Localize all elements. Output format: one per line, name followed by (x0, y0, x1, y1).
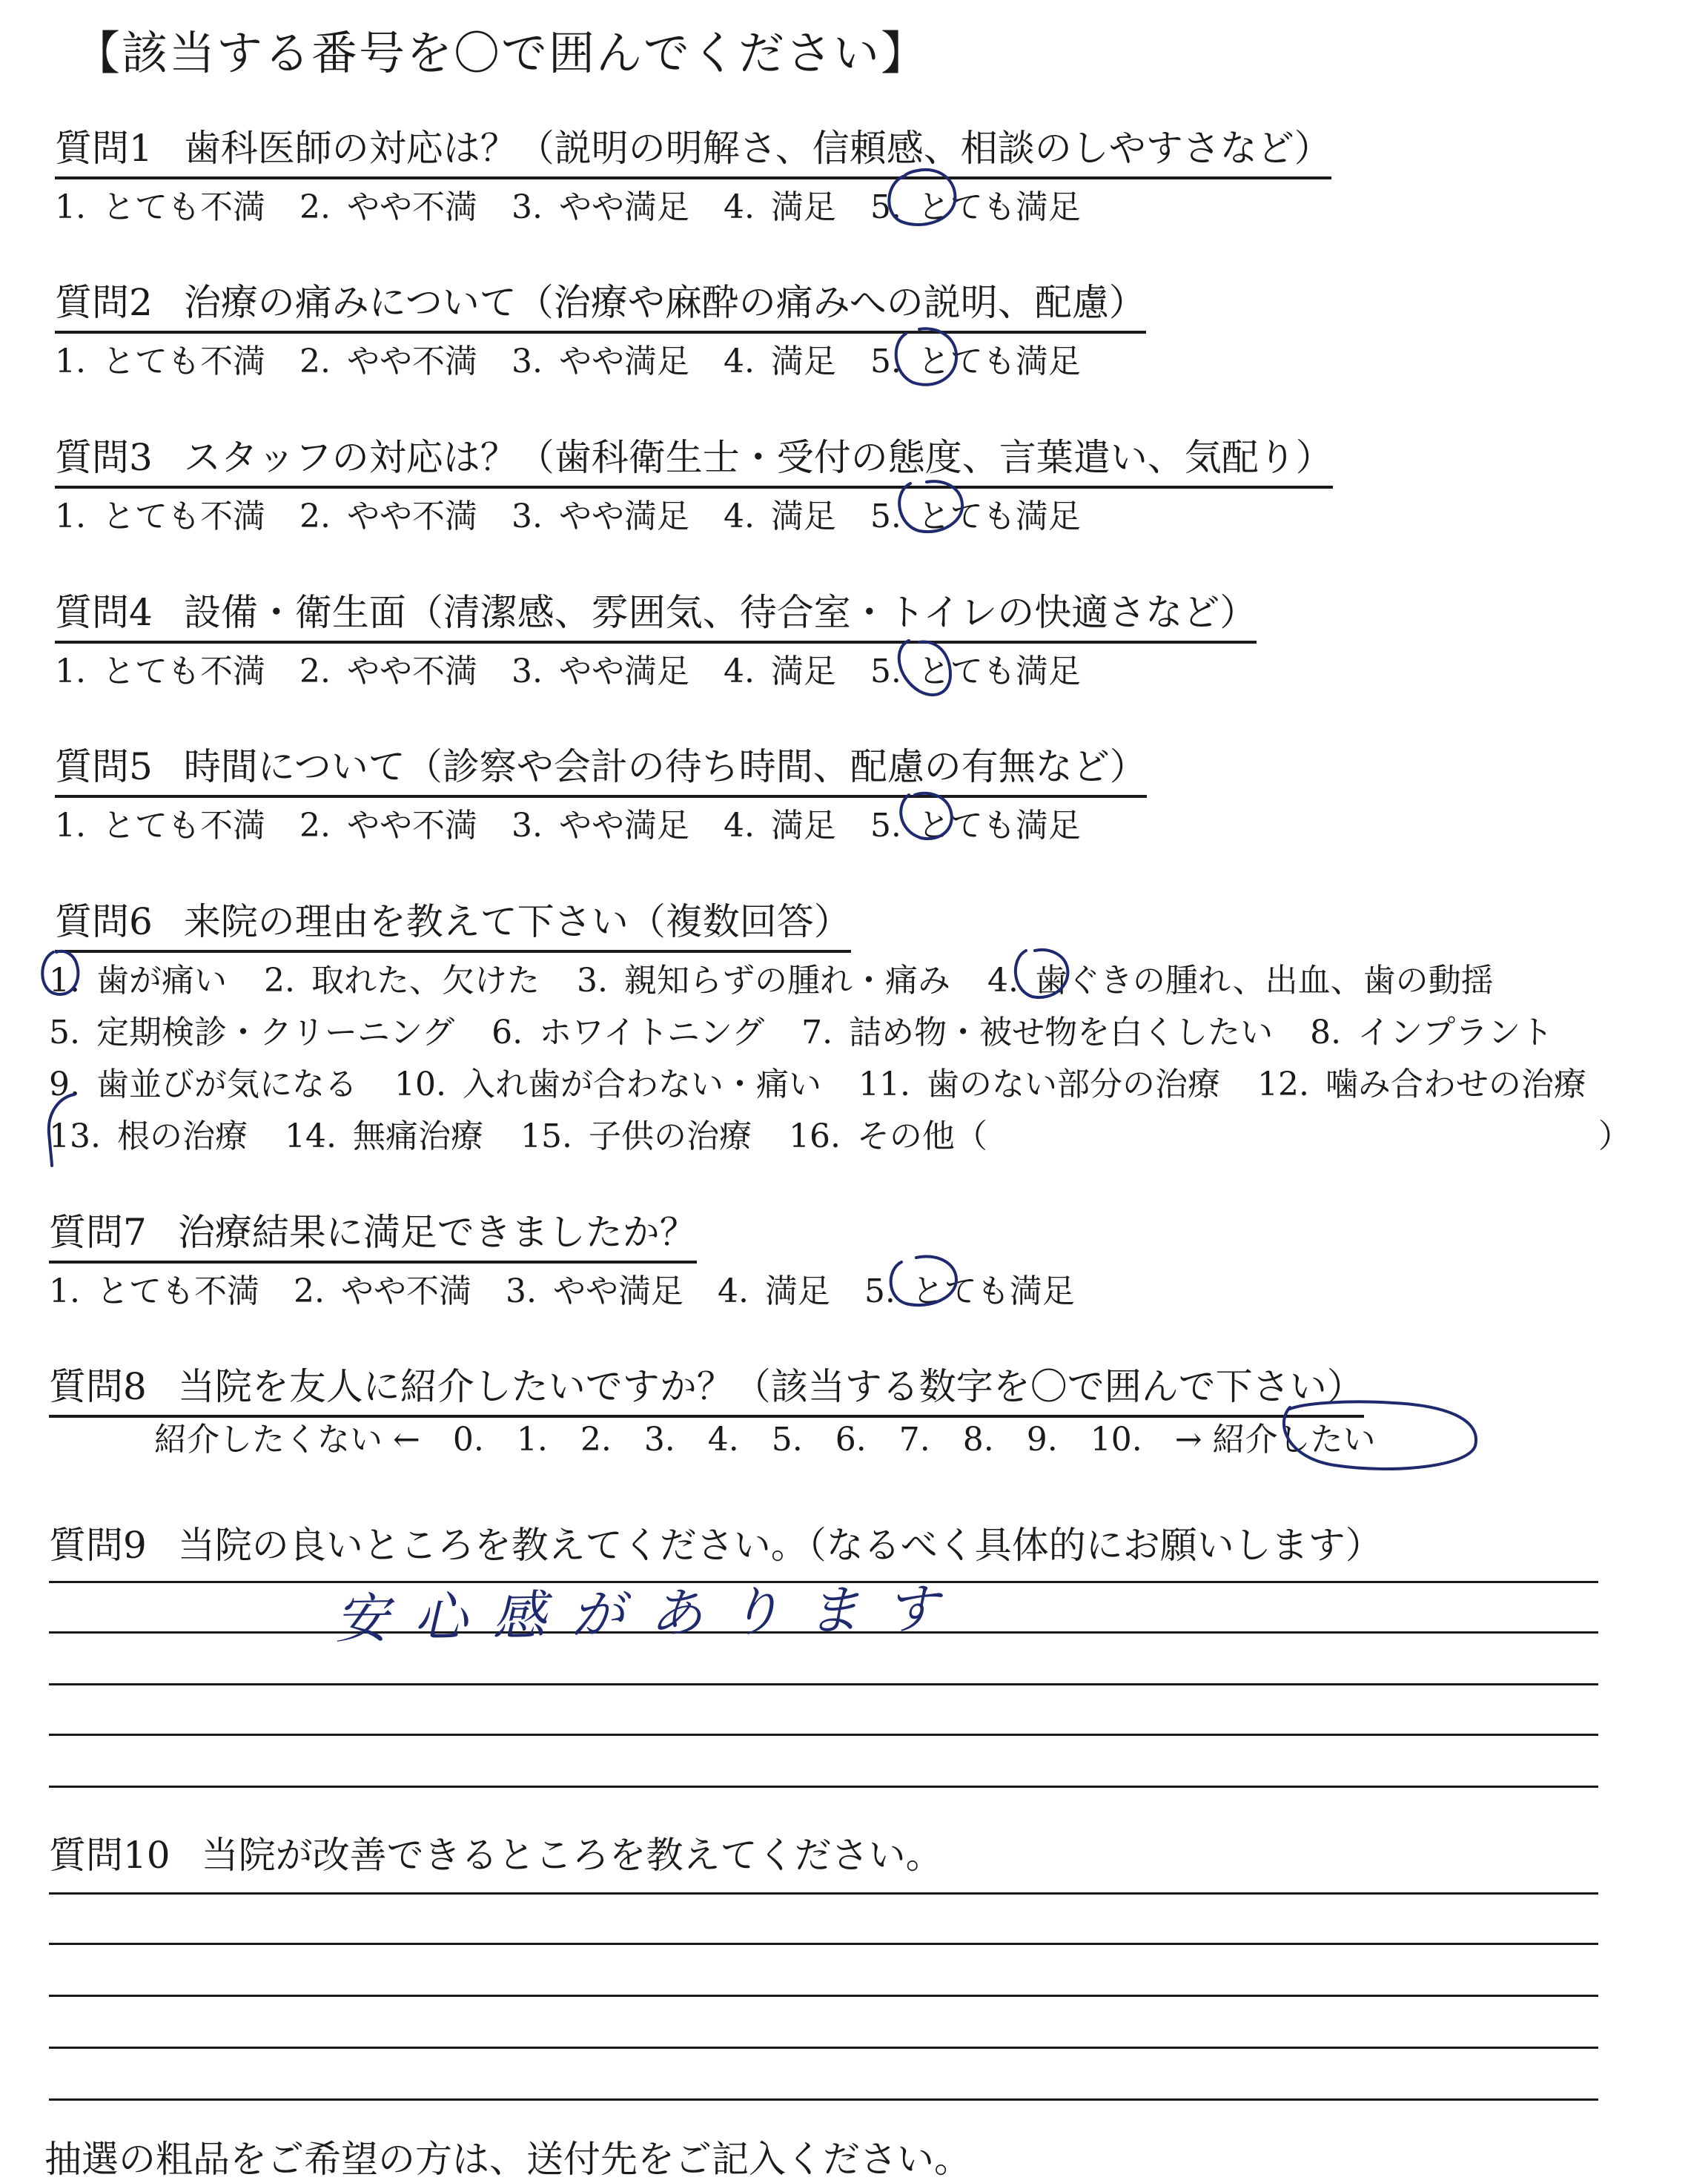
question-7-text: 治療結果に満足できましたか？ (177, 1211, 697, 1254)
q8-scale-5[interactable]: 5. (771, 1421, 803, 1459)
q8-scale-2[interactable]: 2. (580, 1421, 612, 1459)
q8-scale-4[interactable]: 4. (707, 1421, 739, 1459)
question-10-heading (49, 1826, 943, 1879)
q4-option-2[interactable]: 2. やや不満 (299, 653, 477, 690)
footer-note: 抽選の粗品をご希望の方は、送付先をご記入ください。 (44, 2138, 971, 2181)
q8-scale-10[interactable]: 10. (1090, 1421, 1142, 1459)
question-6-number: 質問6 (55, 900, 153, 943)
question-2-options (55, 334, 1115, 382)
question-4-text: 設備・衛生面（清潔感、雰囲気、待合室・トイレの快適さなど） (183, 591, 1257, 634)
q1-option-3[interactable]: 3. やや満足 (511, 188, 689, 226)
q6-option-1[interactable]: 1. 歯が痛い (49, 962, 227, 1000)
q9-handwritten-answer: 安心感があります (334, 1576, 964, 1651)
question-7-options (49, 1264, 1109, 1312)
q6-option-6[interactable]: 6. ホワイトニング (491, 1014, 765, 1051)
q2-option-4[interactable]: 4. 満足 (723, 343, 836, 380)
question-5-text: 時間について（診察や会計の待ち時間、配慮の有無など） (183, 745, 1147, 788)
q7-option-4[interactable]: 4. 満足 (717, 1272, 830, 1310)
q6-option-14[interactable]: 14. 無痛治療 (284, 1117, 483, 1155)
q8-right-label[interactable]: → 紹介したい (1174, 1421, 1376, 1459)
q8-scale-7[interactable]: 7. (898, 1421, 930, 1459)
q3-option-1[interactable]: 1. とても不満 (55, 498, 265, 535)
q6-option-13[interactable]: 13. 根の治療 (49, 1117, 248, 1155)
q8-scale-6[interactable]: 6. (835, 1421, 867, 1459)
q10-answer-line-2[interactable] (49, 1943, 1598, 1945)
q4-option-3[interactable]: 3. やや満足 (511, 653, 689, 690)
question-3-text: スタッフの対応は？（歯科衛生士・受付の態度、言葉遣い、気配り） (183, 436, 1333, 479)
question-1-heading (55, 119, 1331, 179)
q3-option-3[interactable]: 3. やや満足 (511, 498, 689, 535)
q6-row-4 (49, 1109, 1025, 1157)
q6-row-3 (49, 1057, 1623, 1105)
question-4-options (55, 644, 1115, 692)
q5-option-3[interactable]: 3. やや満足 (511, 807, 689, 845)
question-3-number: 質問3 (55, 436, 153, 479)
q7-option-5[interactable]: 5. とても満足 (864, 1272, 1075, 1310)
q8-scale-0[interactable]: 0. (452, 1421, 484, 1459)
question-2-number: 質問2 (55, 281, 153, 324)
q3-option-2[interactable]: 2. やや不満 (299, 498, 477, 535)
q10-answer-line-5[interactable] (49, 2098, 1598, 2101)
q1-option-4[interactable]: 4. 満足 (723, 188, 836, 226)
q6-row-2 (49, 1005, 1590, 1053)
q2-option-2[interactable]: 2. やや不満 (299, 343, 477, 380)
q2-option-5[interactable]: 5. とても満足 (870, 343, 1081, 380)
q8-scale-9[interactable]: 9. (1026, 1421, 1058, 1459)
question-10-number: 質問10 (49, 1834, 171, 1877)
q5-option-1[interactable]: 1. とても不満 (55, 807, 265, 845)
q2-option-3[interactable]: 3. やや満足 (511, 343, 689, 380)
question-5-options (55, 799, 1115, 846)
question-7-heading (49, 1203, 697, 1264)
q1-option-1[interactable]: 1. とても不満 (55, 188, 265, 226)
question-2-heading (55, 273, 1146, 334)
q1-option-5[interactable]: 5. とても満足 (870, 188, 1081, 226)
question-6-text: 来院の理由を教えて下さい（複数回答） (183, 900, 851, 943)
q6-option-10[interactable]: 10. 入れ歯が合わない・痛い (394, 1066, 821, 1103)
question-10-text: 当院が改善できるところを教えてください。 (201, 1834, 943, 1877)
q10-answer-line-4[interactable] (49, 2047, 1598, 2049)
q4-option-4[interactable]: 4. 満足 (723, 653, 836, 690)
question-2-text: 治療の痛みについて（治療や麻酔の痛みへの説明、配慮） (183, 281, 1146, 324)
q6-row-1 (49, 954, 1531, 1001)
q6-option-5[interactable]: 5. 定期検診・クリーニング (49, 1014, 455, 1051)
question-3-heading (55, 428, 1333, 489)
question-4-heading (55, 583, 1257, 644)
q6-option-3[interactable]: 3. 親知らずの腫れ・痛み (576, 962, 950, 1000)
question-1-text: 歯科医師の対応は？（説明の明解さ、信頼感、相談のしやすさなど） (183, 127, 1331, 170)
q7-option-2[interactable]: 2. やや不満 (293, 1272, 471, 1310)
question-5-number: 質問5 (55, 745, 153, 788)
q6-option-9[interactable]: 9. 歯並びが気になる (49, 1066, 357, 1103)
q8-left-label: 紹介したくない ← (154, 1421, 420, 1459)
question-5-heading (55, 737, 1147, 798)
q9-answer-line-4[interactable] (49, 1734, 1598, 1736)
question-8-heading (49, 1357, 1364, 1418)
q6-option-4[interactable]: 4. 歯ぐきの腫れ、出血、歯の動揺 (987, 962, 1494, 1000)
q6-option-2[interactable]: 2. 取れた、欠けた (263, 962, 540, 1000)
question-1-number: 質問1 (55, 127, 153, 170)
q4-option-1[interactable]: 1. とても不満 (55, 653, 265, 690)
q3-option-5[interactable]: 5. とても満足 (870, 498, 1081, 535)
q6-other-close-paren: ） (1598, 1117, 1631, 1155)
q6-option-16[interactable]: 16. その他（ (788, 1117, 987, 1155)
q7-option-1[interactable]: 1. とても不満 (49, 1272, 259, 1310)
q3-option-4[interactable]: 4. 満足 (723, 498, 836, 535)
question-1-options (55, 180, 1115, 228)
q7-option-3[interactable]: 3. やや満足 (505, 1272, 683, 1310)
q6-option-8[interactable]: 8. インプラント (1310, 1014, 1554, 1051)
question-3-options (55, 489, 1115, 537)
q8-scale (154, 1413, 1409, 1460)
question-7-number: 質問7 (49, 1211, 147, 1254)
question-9-text: 当院の良いところを教えてください。（なるべく具体的にお願いします） (177, 1524, 1383, 1567)
question-6-heading (55, 892, 851, 953)
q1-option-2[interactable]: 2. やや不満 (299, 188, 477, 226)
q6-option-11[interactable]: 11. 歯のない部分の治療 (858, 1066, 1220, 1103)
question-8-number: 質問8 (49, 1365, 147, 1408)
q9-answer-line-5[interactable] (49, 1786, 1598, 1788)
q10-answer-line-3[interactable] (49, 1995, 1598, 1997)
q5-option-2[interactable]: 2. やや不満 (299, 807, 477, 845)
q5-option-5[interactable]: 5. とても満足 (870, 807, 1081, 845)
page-title: 【該当する番号を〇で囲んでください】 (74, 26, 929, 80)
q8-scale-8[interactable]: 8. (962, 1421, 994, 1459)
question-4-number: 質問4 (55, 591, 153, 634)
q4-option-5[interactable]: 5. とても満足 (870, 653, 1081, 690)
q10-answer-line-1[interactable] (49, 1892, 1598, 1895)
q6-option-7[interactable]: 7. 詰め物・被せ物を白くしたい (801, 1014, 1274, 1051)
q6-option-12[interactable]: 12. 噛み合わせの治療 (1257, 1066, 1586, 1103)
question-9-number: 質問9 (49, 1524, 147, 1567)
q6-option-15[interactable]: 15. 子供の治療 (520, 1117, 752, 1155)
question-9-heading (49, 1516, 1383, 1569)
q8-scale-3[interactable]: 3. (643, 1421, 675, 1459)
q5-option-4[interactable]: 4. 満足 (723, 807, 836, 845)
question-8-text: 当院を友人に紹介したいですか？（該当する数字を〇で囲んで下さい） (177, 1365, 1364, 1408)
q2-option-1[interactable]: 1. とても不満 (55, 343, 265, 380)
q9-answer-line-3[interactable] (49, 1683, 1598, 1685)
q8-scale-1[interactable]: 1. (516, 1421, 548, 1459)
